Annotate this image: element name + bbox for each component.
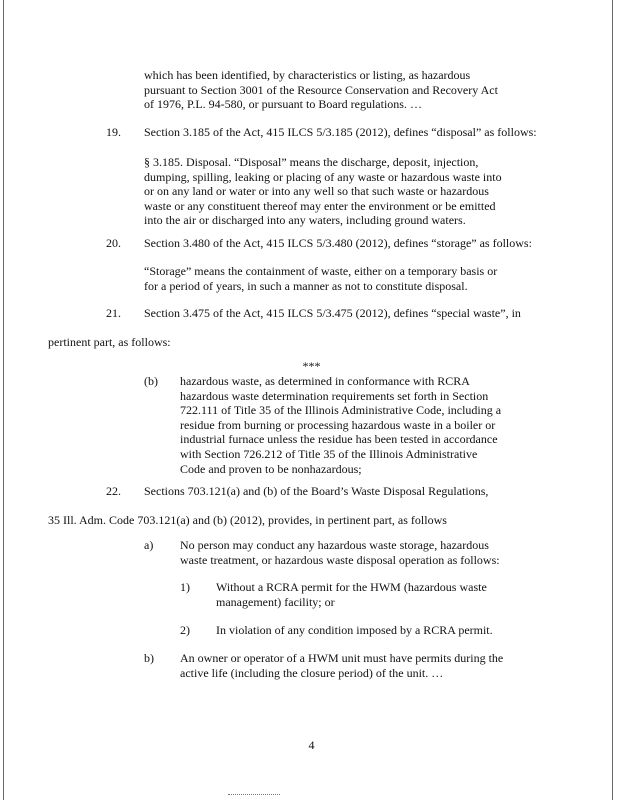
- quote-line: residue from burning or processing hazardous waste in a boiler or: [180, 417, 496, 432]
- list-item-label: (b): [144, 374, 158, 388]
- quote-line: pursuant to Section 3001 of the Resource Conservation and Recovery Act: [144, 82, 498, 97]
- list-item-label: a): [144, 538, 154, 552]
- quote-line: active life (including the closure period) of the unit. …: [180, 665, 444, 680]
- quote-line: or on any land or water or into any well so that such waste or hazardous: [144, 184, 489, 199]
- paragraph-text: Section 3.480 of the Act, 415 ILCS 5/3.480 (2012), defines “storage” as follows:: [144, 236, 532, 250]
- quote-line: of 1976, P.L. 94-580, or pursuant to Board regulations. …: [144, 97, 422, 112]
- sub-item-label: 2): [180, 623, 190, 637]
- page-left-edge: [3, 0, 4, 800]
- quote-line: No person may conduct any hazardous waste storage, hazardous: [180, 538, 489, 552]
- page-number: 4: [308, 738, 315, 752]
- paragraph-text: Section 3.475 of the Act, 415 ILCS 5/3.475 (2012), defines “special waste”, in: [144, 306, 521, 320]
- block-quote: [144, 155, 502, 228]
- page-right-edge: [612, 0, 613, 800]
- list-item-text: [180, 538, 500, 567]
- quote-line: with Section 726.212 of Title 35 of the Illinois Administrative: [180, 446, 478, 461]
- paragraph-number: 21.: [106, 306, 121, 320]
- list-item-text: [180, 374, 501, 476]
- quote-line: which has been identified, by characteristics or listing, as hazardous: [144, 68, 471, 82]
- quote-line: waste treatment, or hazardous waste disposal operation as follows:: [180, 552, 500, 567]
- sub-item-text: [216, 623, 493, 638]
- paragraph-number: 20.: [106, 236, 121, 250]
- list-item-text: [180, 651, 503, 680]
- list-item-label: b): [144, 651, 154, 665]
- paragraph-text-continued: pertinent part, as follows:: [48, 335, 171, 349]
- sub-item-text: [216, 580, 487, 609]
- paragraph-text: Section 3.185 of the Act, 415 ILCS 5/3.185 (2012), defines “disposal” as follows:: [144, 125, 537, 139]
- quote-line: 722.111 of Title 35 of the Illinois Administrative Code, including a: [180, 403, 502, 418]
- quote-line: dumping, spilling, leaking or placing of any waste or hazardous waste into: [144, 169, 502, 184]
- quote-line: into the air or discharged into any waters, including ground waters.: [144, 213, 466, 228]
- quote-line: In violation of any condition imposed by a RCRA permit.: [216, 623, 493, 637]
- quote-line: waste or any constituent thereof may enter the environment or be emitted: [144, 198, 496, 213]
- quote-line: “Storage” means the containment of waste, either on a temporary basis or: [144, 264, 498, 278]
- quote-line: Without a RCRA permit for the HWM (hazardous waste: [216, 580, 487, 594]
- paragraph-text-continued: 35 Ill. Adm. Code 703.121(a) and (b) (2012), provides, in pertinent part, as follows: [48, 513, 447, 527]
- scan-artifact: [228, 794, 280, 796]
- quote-line: Code and proven to be nonhazardous;: [180, 461, 362, 476]
- continuation-quote: [144, 68, 498, 112]
- sub-item-label: 1): [180, 580, 190, 594]
- quote-line: hazardous waste determination requirements set forth in Section: [180, 388, 489, 403]
- quote-line: for a period of years, in such a manner as not to constitute disposal.: [144, 278, 468, 293]
- quote-line: An owner or operator of a HWM unit must have permits during the: [180, 651, 504, 665]
- quote-line: industrial furnace unless the residue has been tested in accordance: [180, 432, 498, 447]
- paragraph-number: 19.: [106, 125, 121, 139]
- ellipsis-asterisks: ***: [302, 359, 321, 373]
- block-quote: [144, 264, 497, 293]
- quote-line: management) facility; or: [216, 594, 335, 609]
- quote-line: hazardous waste, as determined in conformance with RCRA: [180, 374, 470, 388]
- paragraph-text: Sections 703.121(a) and (b) of the Board’s Waste Disposal Regulations,: [144, 484, 489, 498]
- quote-line: § 3.185. Disposal. “Disposal” means the discharge, deposit, injection,: [144, 155, 479, 169]
- paragraph-number: 22.: [106, 484, 121, 498]
